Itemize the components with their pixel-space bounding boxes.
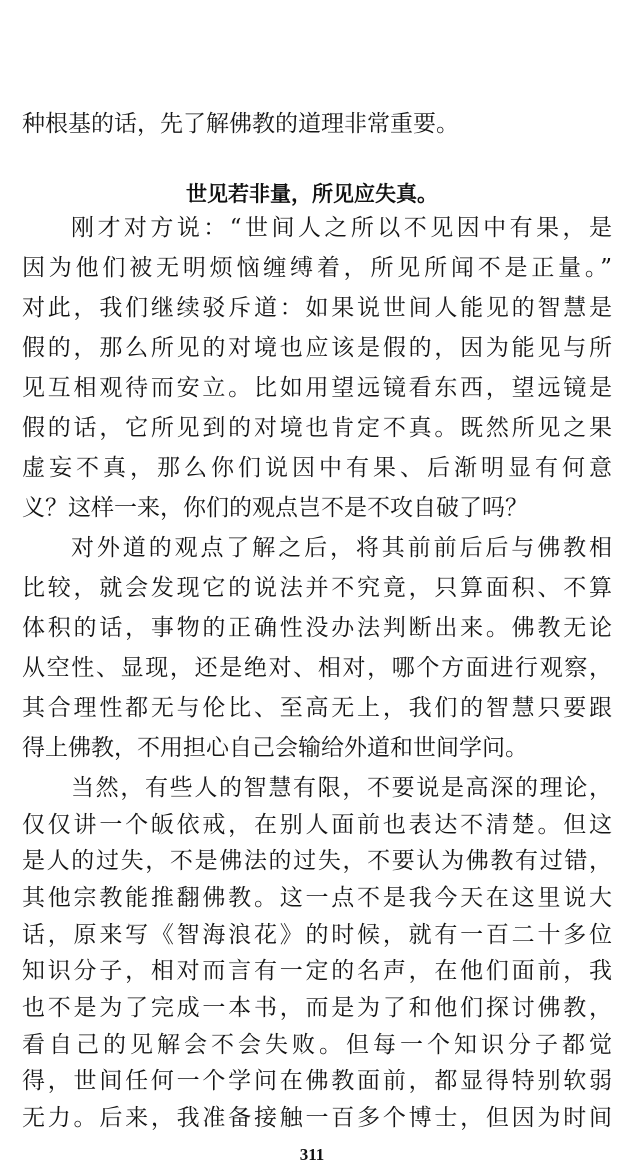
paragraph-3-line-8: 看自己的见解会不会失败。但每一个知识分子都觉 <box>22 1032 612 1058</box>
paragraph-1-line-8: 义？这样一来，你们的观点岂不是不攻自破了吗？ <box>22 495 528 521</box>
paragraph-2-line-1: 对外道的观点了解之后，将其前前后后与佛教相 <box>71 535 612 561</box>
paragraph-3-line-9: 得，世间任何一个学问在佛教面前，都显得特别软弱 <box>22 1068 612 1094</box>
paragraph-1-line-2: 因为他们被无明烦恼缠缚着，所见所闻不是正量。” <box>22 255 612 281</box>
paragraph-3-line-2: 仅仅讲一个皈依戒，在别人面前也表达不清楚。但这 <box>22 812 612 838</box>
paragraph-3-line-5: 话，原来写《智海浪花》的时候，就有一百二十多位 <box>22 922 612 948</box>
paragraph-1-line-7: 虚妄不真，那么你们说因中有果、后渐明显有何意 <box>22 455 612 481</box>
paragraph-2-line-6: 得上佛教，不用担心自己会输给外道和世间学问。 <box>22 735 528 761</box>
paragraph-2-line-4: 从空性、显现，还是绝对、相对，哪个方面进行观察， <box>22 655 612 681</box>
paragraph-3-line-7: 也不是为了完成一本书，而是为了和他们探讨佛教， <box>22 995 612 1021</box>
paragraph-3-line-10: 无力。后来，我准备接触一百多个博士，但因为时间 <box>22 1105 612 1131</box>
paragraph-1-line-6: 假的话，它所见到的对境也肯定不真。既然所见之果 <box>22 415 612 441</box>
paragraph-3-line-1: 当然，有些人的智慧有限，不要说是高深的理论， <box>71 775 612 801</box>
paragraph-2-line-2: 比较，就会发现它的说法并不究竟，只算面积、不算 <box>22 575 612 601</box>
paragraph-1-line-5: 见互相观待而安立。比如用望远镜看东西，望远镜是 <box>22 375 612 401</box>
verse-heading: 世见若非量，所见应失真。 <box>186 182 438 206</box>
paragraph-2-line-3: 体积的话，事物的正确性没办法判断出来。佛教无论 <box>22 615 612 641</box>
paragraph-1-line-3: 对此，我们继续驳斥道：如果说世间人能见的智慧是 <box>22 295 612 321</box>
paragraph-3-line-6: 知识分子，相对而言有一定的名声，在他们面前，我 <box>22 958 612 984</box>
paragraph-1-line-1: 刚才对方说：“世间人之所以不见因中有果，是 <box>71 215 612 241</box>
paragraph-3-line-4: 其他宗教能推翻佛教。这一点不是我今天在这里说大 <box>22 885 612 911</box>
paragraph-3-line-3: 是人的过失，不是佛法的过失，不要认为佛教有过错， <box>22 848 612 874</box>
page-number: 311 <box>299 1145 325 1164</box>
paragraph-1-line-4: 假的，那么所见的对境也应该是假的，因为能见与所 <box>22 335 612 361</box>
intro-text-line: 种根基的话，先了解佛教的道理非常重要。 <box>22 111 459 137</box>
paragraph-2-line-5: 其合理性都无与伦比、至高无上，我们的智慧只要跟 <box>22 695 612 721</box>
